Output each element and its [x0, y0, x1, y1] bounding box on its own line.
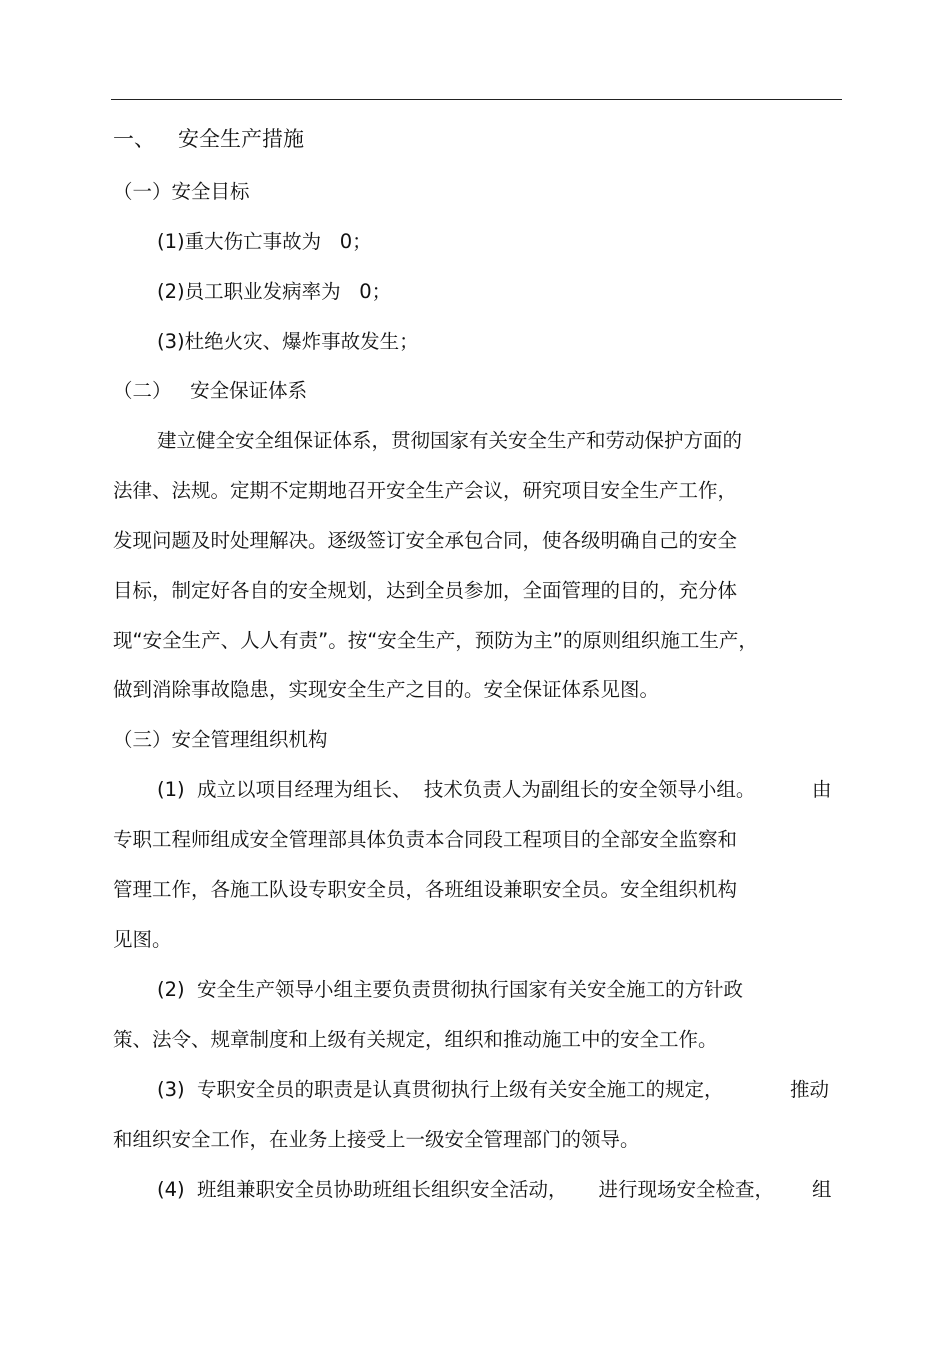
goal-3: (3)杜绝火灾、爆炸事故发生；: [157, 330, 419, 353]
subsection-1-heading: （一）安全目标: [113, 180, 250, 203]
paragraph-line: 现“安全生产、人人有责”。按“安全生产，预防为主”的原则组织施工生产，: [113, 629, 758, 652]
subsection-3-heading: （三）安全管理组织机构: [113, 728, 328, 751]
paragraph-line: 策、法令、规章制度和上级有关规定，组织和推动施工中的安全工作。: [113, 1028, 718, 1051]
paragraph-line: 专职工程师组成安全管理部具体负责本合同段工程项目的全部安全监察和: [113, 828, 738, 851]
paragraph-line: 目标，制定好各自的安全规划，达到全员参加，全面管理的目的，充分体: [113, 579, 738, 602]
paragraph-line: 法律、法规。定期不定期地召开安全生产会议，研究项目安全生产工作，: [113, 479, 738, 502]
goal-2: (2)员工职业发病率为 0；: [157, 280, 392, 303]
item-2-first-line: (2) 安全生产领导小组主要负责贯彻执行国家有关安全施工的方针政: [157, 978, 744, 1001]
paragraph-line: 发现问题及时处理解决。逐级签订安全承包合同，使各级明确自己的安全: [113, 529, 738, 552]
paragraph-line: 做到消除事故隐患，实现安全生产之目的。安全保证体系见图。: [113, 678, 660, 701]
goal-1: (1)重大伤亡事故为 0；: [157, 230, 372, 253]
item-1-first-line: (1) 成立以项目经理为组长、 技术负责人为副组长的安全领导小组。: [157, 778, 756, 801]
paragraph-line: 建立健全安全组保证体系，贯彻国家有关安全生产和劳动保护方面的: [157, 429, 743, 452]
paragraph-line: 管理工作，各施工队设专职安全员，各班组设兼职安全员。安全组织机构: [113, 878, 738, 901]
header-rule: [111, 99, 842, 100]
item-4-line-end: 组: [812, 1178, 832, 1201]
item-1-line-end: 由: [812, 778, 832, 801]
subsection-2-heading: （二） 安全保证体系: [113, 379, 308, 402]
paragraph-line: 和组织安全工作，在业务上接受上一级安全管理部门的领导。: [113, 1128, 640, 1151]
item-3-first-line: (3) 专职安全员的职责是认真贯彻执行上级有关安全施工的规定，: [157, 1078, 724, 1101]
item-3-line-end: 推动: [790, 1078, 830, 1101]
item-4-first-line: (4) 班组兼职安全员协助班组长组织安全活动， 进行现场安全检查，: [157, 1178, 775, 1201]
section-number: 一、: [113, 127, 155, 151]
section-title: 安全生产措施: [178, 127, 304, 151]
paragraph-line: 见图。: [113, 928, 172, 951]
